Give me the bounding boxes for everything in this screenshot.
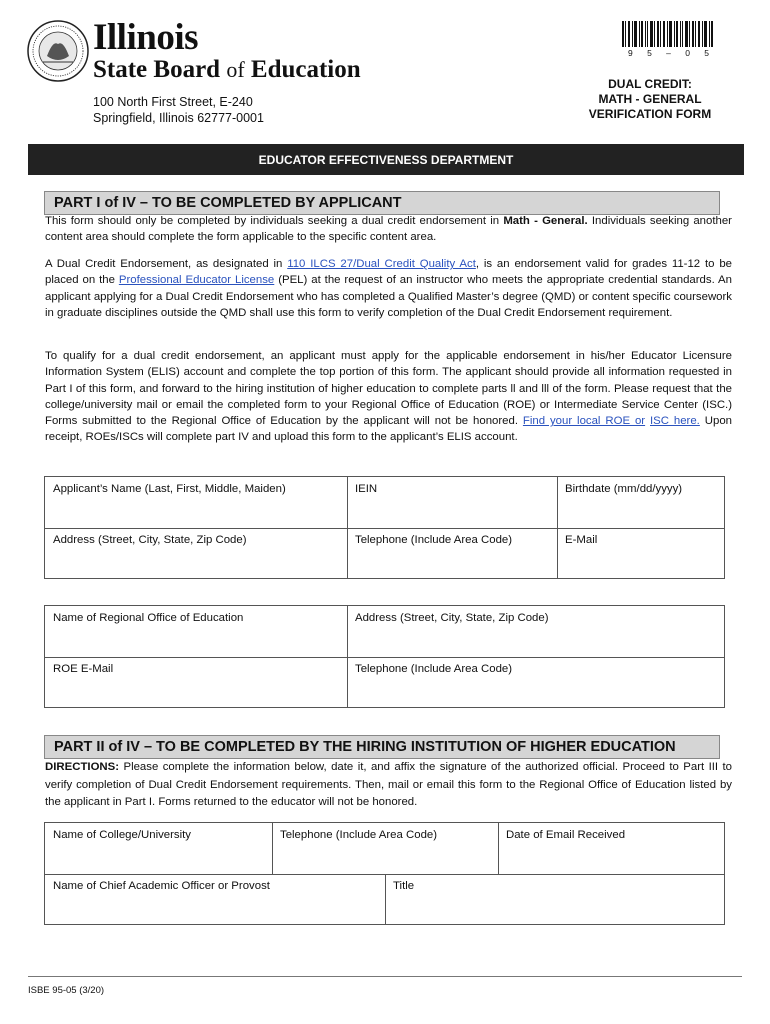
dual-credit-act-link[interactable]: 110 ILCS 27/Dual Credit Quality Act <box>287 258 476 270</box>
roe-info-table <box>44 605 725 708</box>
applicant-address-field[interactable]: Address (Street, City, State, Zip Code) <box>53 534 247 546</box>
applicant-name-field[interactable]: Applicant’s Name (Last, First, Middle, Maiden) <box>53 483 286 495</box>
institution-info-table <box>44 822 725 925</box>
agency-address <box>93 94 264 126</box>
roe-email-field[interactable]: ROE E-Mail <box>53 663 114 675</box>
logo-title: Illinois <box>93 17 198 58</box>
pel-link[interactable]: Professional Educator License <box>118 274 275 287</box>
state-seal-icon <box>27 20 89 82</box>
part1-instructions: To qualify for a dual credit endorsement, an applicant must apply for the applicable endorsement in his/her Educator Licensure Information System (ELIS) account and complete the top portion of this form. The applicant should provide all information requested in Part I of this form, and forward to the hiring institution of higher education to complete parts ll and lll of the form. Please request that the college/university mail or email the completed form to your Regional Office of Education (ROE) or Intermediate Service Center (ISC.) Forms submitted to the Regional Office of Education by the applicant will not be honored. Find your local ROE or ISC here. Upon receipt, ROEs/ISCs will complete part IV and upload this form to the applicant’s ELIS account. <box>45 350 732 444</box>
date-email-received-field[interactable]: Date of Email Received <box>506 829 626 841</box>
roe-telephone-field[interactable]: Telephone (Include Area Code) <box>355 663 513 675</box>
roe-name-field[interactable]: Name of Regional Office of Education <box>53 612 244 624</box>
iein-field[interactable]: IEIN <box>355 483 378 495</box>
part1-heading: PART I of IV – TO BE COMPLETED BY APPLICANT <box>44 191 720 215</box>
part2-heading: PART II of IV – TO BE COMPLETED BY THE HIRING INSTITUTION OF HIGHER EDUCATION <box>44 735 720 759</box>
department-banner: EDUCATOR EFFECTIVENESS DEPARTMENT <box>28 144 744 175</box>
applicant-info-table <box>44 476 725 579</box>
roe-address-field[interactable]: Address (Street, City, State, Zip Code) <box>355 612 549 624</box>
college-name-field[interactable]: Name of College/University <box>53 829 192 841</box>
chief-officer-name-field[interactable]: Name of Chief Academic Officer or Provost <box>53 880 270 892</box>
form-number: ISBE 95-05 (3/20) <box>28 985 105 996</box>
address-line-2: Springfield, Illinois 62777-0001 <box>93 111 264 125</box>
barcode-icon <box>622 21 714 47</box>
barcode-number: 9 5 – 0 5 <box>628 48 710 58</box>
part1-description: A Dual Credit Endorsement, as designated in 110 ILCS 27/Dual Credit Quality Act, is an endorsement valid for grades 11-12 to be placed on the Professional Educator License (PEL) at the request of an instructor who meets the appropriate credential standards. An applicant applying for a Dual Credit Endorsement who has completed a Qualified Master’s degree (QMD) or content specific coursework in graduate disciplines outside the QMD shall use this form to verify completion of the Dual Credit Endorsement requirement. <box>45 258 732 319</box>
birthdate-field[interactable]: Birthdate (mm/dd/yyyy) <box>565 483 683 495</box>
applicant-telephone-field[interactable]: Telephone (Include Area Code) <box>355 534 513 546</box>
form-title: DUAL CREDIT: MATH - GENERAL VERIFICATION FORM <box>588 77 712 121</box>
footer-divider <box>28 976 742 977</box>
logo-subtitle: State Board of Education <box>93 56 361 83</box>
find-roe-link[interactable]: Find your local ROE or <box>522 415 646 428</box>
applicant-email-field[interactable]: E-Mail <box>565 534 598 546</box>
officer-title-field[interactable]: Title <box>393 880 415 892</box>
part1-intro: This form should only be completed by individuals seeking a dual credit endorsement in Math - General. Individuals seeking another content area should complete the form applicable to the specific content area. <box>45 215 732 244</box>
institution-telephone-field[interactable]: Telephone (Include Area Code) <box>280 829 438 841</box>
part2-directions: DIRECTIONS: Please complete the information below, date it, and affix the signature of the authorized official. Proceed to Part III to verify completion of Dual Credit Endorsement requirements. Then, mail or email this form to the Regional Office of Education listed by the applicant in Part I. Forms returned to the educator will not be honored. <box>45 761 732 808</box>
address-line-1: 100 North First Street, E-240 <box>93 95 253 109</box>
isc-link[interactable]: ISC here. <box>650 415 700 428</box>
